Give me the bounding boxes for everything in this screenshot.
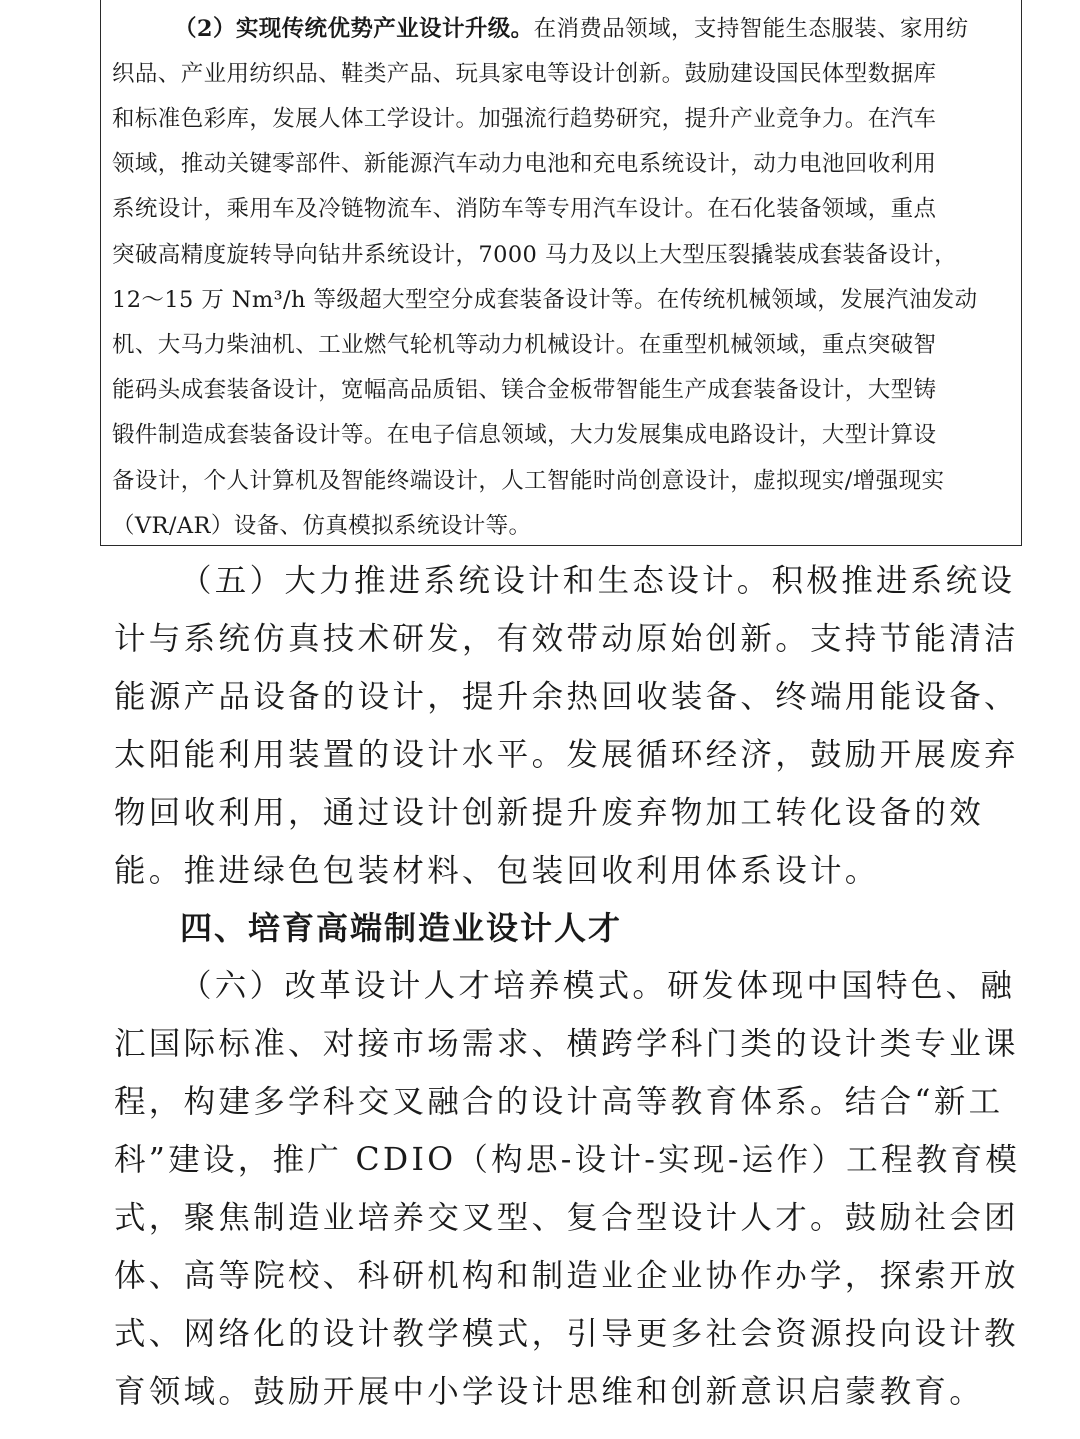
box-line: 织品、产业用纺织品、鞋类产品、玩具家电等设计创新。鼓励建设国民体型数据库 [112, 61, 937, 87]
box-lead-heading: （2）实现传统优势产业设计升级。 [174, 16, 534, 42]
paragraph-five-line: 物回收利用，通过设计创新提升废弃物加工转化设备的效 [114, 795, 985, 831]
box-line: （VR/AR）设备、仿真模拟系统设计等。 [112, 513, 532, 539]
box-line: 锻件制造成套装备设计等。在电子信息领域，大力发展集成电路设计，大型计算设 [112, 422, 937, 448]
paragraph-six-line: 汇国际标准、对接市场需求、横跨学科门类的设计类专业课 [114, 1026, 1019, 1062]
paragraph-six-line: 式，聚焦制造业培养交叉型、复合型设计人才。鼓励社会团 [114, 1200, 1019, 1236]
box-line: 系统设计，乘用车及冷链物流车、消防车等专用汽车设计。在石化装备领域，重点 [112, 196, 937, 222]
paragraph-five-line: （五）大力推进系统设计和生态设计。积极推进系统设 [180, 563, 1016, 599]
paragraph-five-line: 能。推进绿色包装材料、包装回收利用体系设计。 [114, 853, 880, 889]
paragraph-six-line: 科”建设，推广 CDIO（构思-设计-实现-运作）工程教育模 [114, 1142, 1021, 1178]
paragraph-six-line: 体、高等院校、科研机构和制造业企业协作办学，探索开放 [114, 1258, 1019, 1294]
box-line: 12～15 万 Nm³/h 等级超大型空分成套装备设计等。在传统机械领域，发展汽油发动 [112, 287, 978, 313]
box-line [174, 14, 1014, 44]
paragraph-six-line: 程，构建多学科交叉融合的设计高等教育体系。结合“新工 [114, 1084, 1004, 1120]
box-line: 备设计，个人计算机及智能终端设计，人工智能时尚创意设计，虚拟现实/增强现实 [112, 468, 945, 494]
section-heading: 四、培育高端制造业设计人才 [180, 909, 623, 947]
paragraph-six-line: 育领域。鼓励开展中小学设计思维和创新意识启蒙教育。 [114, 1374, 985, 1410]
paragraph-six-line: 式、网络化的设计教学模式，引导更多社会资源投向设计教 [114, 1316, 1019, 1352]
box-line: 机、大马力柴油机、工业燃气轮机等动力机械设计。在重型机械领域，重点突破智 [112, 332, 937, 358]
paragraph-five-line: 能源产品设备的设计，提升余热回收装备、终端用能设备、 [114, 679, 1019, 715]
box-line: 能码头成套装备设计，宽幅高品质铝、镁合金板带智能生产成套装备设计，大型铸 [112, 377, 937, 403]
paragraph-six-line: （六）改革设计人才培养模式。研发体现中国特色、融 [180, 968, 1016, 1004]
box-line-text: 在消费品领域，支持智能生态服装、家用纺 [533, 16, 969, 42]
box-line: 和标准色彩库，发展人体工学设计。加强流行趋势研究，提升产业竞争力。在汽车 [112, 106, 937, 132]
box-line: 领域，推动关键零部件、新能源汽车动力电池和充电系统设计，动力电池回收利用 [112, 151, 937, 177]
paragraph-five-line: 计与系统仿真技术研发，有效带动原始创新。支持节能清洁 [114, 621, 1019, 657]
box-line: 突破高精度旋转导向钻井系统设计，7000 马力及以上大型压裂撬装成套装备设计， [112, 242, 958, 268]
paragraph-five-line: 太阳能利用装置的设计水平。发展循环经济，鼓励开展废弃 [114, 737, 1019, 773]
